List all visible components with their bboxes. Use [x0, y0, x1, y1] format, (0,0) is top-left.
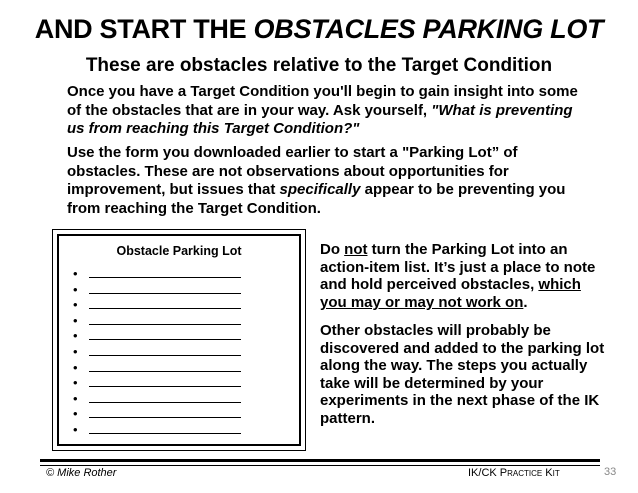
footer-copyright: © Mike Rother — [46, 467, 117, 479]
parking-lot-form — [52, 229, 306, 451]
bullet-icon: • — [73, 390, 78, 406]
footer-rule-thin — [40, 465, 600, 466]
blank-line — [89, 433, 241, 434]
parking-lot-title: Obstacle Parking Lot — [116, 244, 242, 258]
blank-line — [89, 339, 241, 340]
para1-question: "What is preventing us from reaching this Target Condition?" — [67, 101, 573, 137]
blank-line — [89, 308, 241, 309]
blank-line — [89, 324, 241, 325]
list-item — [73, 282, 253, 298]
bullet-icon: • — [73, 359, 78, 375]
bullet-icon: • — [73, 406, 78, 422]
slide-title — [0, 14, 638, 45]
footer-rule-thick — [40, 459, 600, 462]
list-item — [73, 266, 253, 282]
list-item — [73, 344, 253, 360]
blank-line — [89, 371, 241, 372]
list-item — [73, 406, 253, 422]
bullet-icon: • — [73, 266, 78, 281]
blank-line — [89, 417, 241, 418]
bullet-icon: • — [73, 328, 78, 344]
page-number: 33 — [604, 466, 617, 478]
parking-lot-border — [57, 234, 301, 446]
parking-lot-list — [73, 266, 253, 438]
title-italic: OBSTACLES PARKING LOT — [253, 14, 604, 44]
r1-underlined: which you may or may not work on — [320, 276, 581, 311]
bullet-icon: • — [73, 297, 78, 313]
title-plain: AND START THE — [34, 14, 254, 44]
para2-text-b: appear to be preventing you from reaching the Target Condition. — [67, 181, 566, 217]
blank-line — [89, 293, 241, 294]
bullet-icon: • — [73, 343, 78, 359]
para2-text-a: Use the form you downloaded earlier to start a "Parking Lot” of obstacles. These are not observations about opportunities for improvement, but issues that — [67, 144, 518, 198]
bullet-icon: • — [73, 421, 78, 437]
list-item — [73, 391, 253, 407]
instructions-paragraph — [67, 144, 587, 218]
blank-line — [89, 277, 241, 278]
parking-lot-note — [320, 241, 605, 311]
blank-line — [89, 386, 241, 387]
footer-series: IK/CK Practice Kit — [468, 467, 560, 479]
list-item — [73, 313, 253, 329]
list-item — [73, 375, 253, 391]
blank-line — [89, 402, 241, 403]
intro-paragraph — [67, 83, 587, 139]
list-item — [73, 297, 253, 313]
bullet-icon: • — [73, 281, 78, 297]
r1-text-a: Do — [320, 241, 345, 258]
para1-text: Once you have a Target Condition you'll begin to gain insight into some of the obstacles that are in your way. Ask yourself, — [67, 83, 578, 119]
para2-emphasis: specifically — [279, 181, 361, 198]
list-item — [73, 422, 253, 438]
blank-line — [89, 355, 241, 356]
list-item — [73, 328, 253, 344]
not-emphasis: not — [344, 241, 368, 258]
slide-subtitle: These are obstacles relative to the Target Condition — [85, 55, 553, 76]
list-item — [73, 360, 253, 376]
other-obstacles-note: Other obstacles will probably be discovered and added to the parking lot along the way. The steps you actually take will be determined by your experiments in the next phase of the IK pattern. — [320, 322, 605, 427]
bullet-icon: • — [73, 375, 78, 391]
r1-period: . — [523, 293, 528, 311]
bullet-icon: • — [73, 312, 78, 328]
r1-text-b: turn the Parking Lot into an action-item list. It’s just a place to note and hold perceived obstacles, — [320, 241, 596, 294]
